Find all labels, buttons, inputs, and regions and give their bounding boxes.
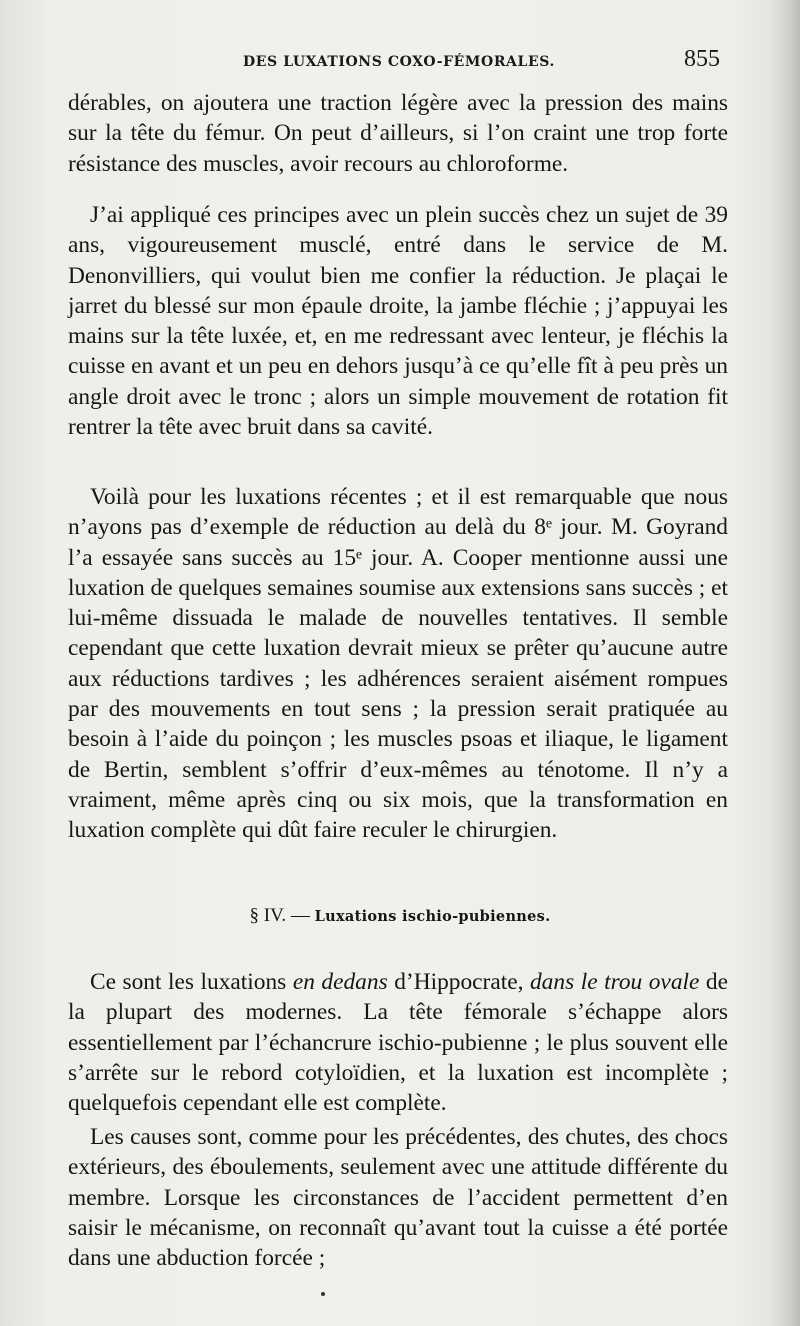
p4-lead-text: Ce sont les luxations — [90, 969, 293, 995]
section-number: IV. — [263, 905, 287, 926]
page-header — [0, 44, 800, 84]
p4-emphasis-trou-ovale: dans le trou ovale — [529, 969, 700, 995]
p4-tail-text: de la plupart des modernes. La tête fémorale s’échappe alors essentiellement par l’échancrure ischio-pubienne ; le plus souvent elle s’arrête sur le rebord cotyloïdien, et la luxation est incomplète ; quelquefois cependant elle est complète. — [68, 969, 728, 1117]
running-head: DES LUXATIONS COXO-FÉMORALES. — [243, 54, 555, 70]
section-dash: — — [290, 905, 310, 926]
paragraph-causes: Les causes sont, comme pour les précédentes, des chutes, des chocs extérieurs, des éboulements, seulement avec une attitude différente du membre. Lorsque les circonstances de l’accident permettent d’en saisir le mécanisme, on reconnaît qu’avant tout la cuisse a été portée dans une abduction forcée ; — [68, 1124, 728, 1272]
print-speck — [321, 1292, 325, 1296]
section-mark: § — [249, 905, 260, 926]
section-title: Luxations ischio-pubiennes. — [314, 908, 551, 925]
page-spine-shadow — [770, 0, 800, 1326]
paragraph-reduction-case: J’ai appliqué ces principes avec un plein succès chez un sujet de 39 ans, vigoureusement musclé, entré dans le service de M. Denonvilliers, qui voulut bien me confier la réduction. Je plaçai le jarret du blessé sur mon épaule droite, la jambe fléchie ; j’appuyai les mains sur la tête luxée, et, en me redressant avec lenteur, je fléchis la cuisse en avant et un peu en dehors jusqu’à ce qu’elle fît à peu près un angle droit avec le tronc ; alors un simple mouvement de rotation fit rentrer la tête avec bruit dans sa cavité. — [68, 202, 728, 441]
p4-emphasis-en-dedans: en dedans — [292, 969, 388, 995]
paragraph-ischio-pubic-definition — [68, 967, 728, 1118]
p4-mid-text: d’Hippocrate, — [387, 969, 530, 995]
page-number: 855 — [684, 46, 720, 72]
paragraph-continuation: dérables, on ajoutera une traction légère avec la pression des mains sur la tête du fémur. On peut d’ailleurs, si l’on craint une trop forte résistance des muscles, avoir recours au chloroforme. — [68, 90, 728, 177]
paragraph-recent-luxations: Voilà pour les luxations récentes ; et il est remarquable que nous n’ayons pas d’exemple de réduction au delà du 8ᵉ jour. M. Goyrand l’a essayée sans succès au 15ᵉ jour. A. Cooper mentionne aussi une luxation de quelques semaines soumise aux extensions sans succès ; et lui-même dissuada le malade de nouvelles tentatives. Il semble cependant que cette luxation devrait mieux se prêter qu’aucune autre aux réductions tardives ; les adhérences seraient aisément rompues par des mouvements en tout sens ; la pression serait pratiquée au besoin à l’aide du poinçon ; les muscles psoas et iliaque, le ligament de Bertin, semblent s’offrir d’eux-mêmes au ténotome. Il n’y a vraiment, même après cinq ou six mois, que la transformation en luxation complète qui dût faire reculer le chirurgien. — [68, 484, 728, 844]
section-heading — [0, 905, 800, 927]
